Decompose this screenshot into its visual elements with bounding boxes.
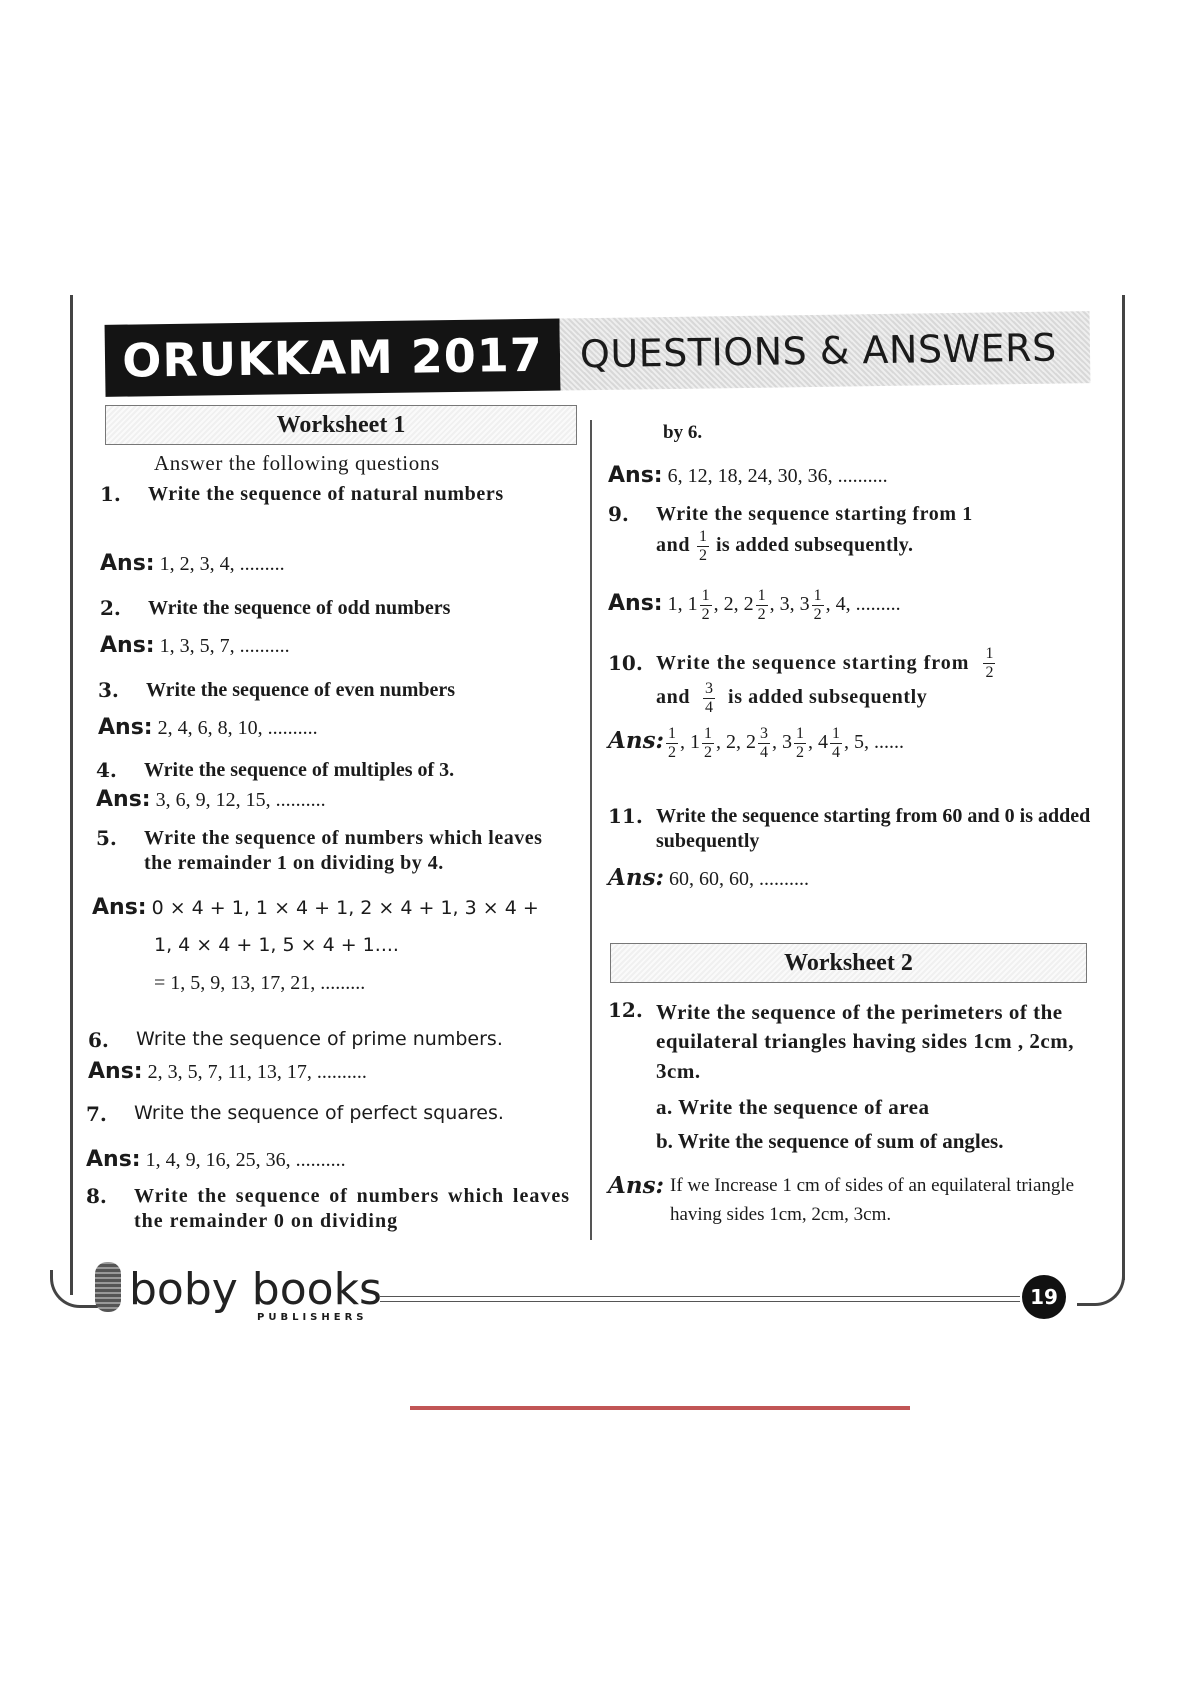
a1-text: 1, 2, 3, 4, ......... bbox=[159, 553, 285, 575]
answer-3: Ans: 2, 4, 6, 8, 10, .......... bbox=[98, 715, 318, 740]
answer-8: Ans: 6, 12, 18, 24, 30, 36, .......... bbox=[608, 463, 888, 488]
question-9: 9. Write the sequence starting from 1 and $\frac{1}{2}$ is added subsequently. bbox=[608, 502, 973, 564]
frame-corner-right bbox=[1077, 1255, 1125, 1306]
question-10: 10. Write the sequence starting from $\frac{1}{2}$ and $\frac{3}{4}$ is added subsequently bbox=[608, 645, 994, 716]
instruction: Answer the following questions bbox=[154, 451, 440, 475]
worksheet1-banner bbox=[105, 405, 577, 445]
worksheet2-banner bbox=[610, 943, 1087, 983]
page-number: 19 bbox=[1022, 1275, 1066, 1319]
answer-2: Ans: 1, 3, 5, 7, .......... bbox=[100, 633, 290, 658]
q12-part-a: a. Write the sequence of area bbox=[656, 1095, 930, 1120]
answer-7: Ans: 1, 4, 9, 16, 25, 36, .......... bbox=[86, 1147, 346, 1172]
answer-11: Ans: 60, 60, 60, .......... bbox=[608, 864, 810, 891]
answer-10: Ans: $\frac{1}{2}$ , 1 $\frac{1}{2}$ , 2, 2 $\frac{3}{4}$ , 3 $\frac{1}{2}$ , 4 $\frac{1}{4}$ , 5, ...... bbox=[608, 725, 905, 761]
publisher-logo bbox=[95, 1262, 382, 1323]
logo-icon bbox=[95, 1262, 121, 1312]
logo-text: boby books bbox=[129, 1264, 382, 1315]
column-divider bbox=[590, 420, 592, 1240]
header-title-left: ORUKKAM 2017 bbox=[105, 319, 561, 397]
frame-border-left bbox=[70, 295, 73, 1295]
question-12: 12. Write the sequence of the perimeters of the equilateral triangles having sides 1cm , 2cm, 3cm. a. Write the sequence of area b. Write the sequence of sum of angles. bbox=[608, 998, 1098, 1155]
question-1 bbox=[100, 482, 580, 507]
question-4: 4. Write the sequence of multiples of 3. bbox=[96, 758, 455, 782]
frame-border-right bbox=[1122, 295, 1125, 1280]
question-7: 7. Write the sequence of perfect squares. bbox=[86, 1102, 504, 1126]
header-title-right: QUESTIONS & ANSWERS bbox=[560, 311, 1091, 390]
answer-1: Ans: 1, 2, 3, 4, ......... bbox=[100, 551, 285, 576]
answer-9: Ans: 1, 1 $\frac{1}{2}$ , 2, 2 $\frac{1}{2}$ , 3, 3 $\frac{1}{2}$ , 4, ......... bbox=[608, 587, 901, 623]
question-6: 6. Write the sequence of prime numbers. bbox=[88, 1028, 503, 1052]
question-5: 5. Write the sequence of numbers which leaves the remainder 1 on dividing by 4. bbox=[96, 826, 543, 874]
q12-part-b: b. Write the sequence of sum of angles. bbox=[656, 1129, 1004, 1154]
question-8: 8. Write the sequence of numbers which leaves the remainder 0 on dividing bbox=[86, 1184, 570, 1232]
question-11: 11. Write the sequence starting from 60 and 0 is added subequently bbox=[608, 804, 1091, 852]
answer-6: Ans: 2, 3, 5, 7, 11, 13, 17, .......... bbox=[88, 1059, 367, 1084]
answer-12: Ans: If we Increase 1 cm of sides of an equilateral triangle having sides 1cm, 2cm, 3cm. bbox=[608, 1172, 1075, 1225]
question-2: 2. Write the sequence of odd numbers bbox=[100, 596, 451, 620]
page-edge-line bbox=[410, 1406, 910, 1410]
q1-number: 1. bbox=[100, 482, 121, 506]
page-header bbox=[105, 311, 1091, 397]
worksheet2-title: Worksheet 2 bbox=[784, 949, 913, 976]
answer-5: Ans: 0 × 4 + 1, 1 × 4 + 1, 2 × 4 + 1, 3 × 4 + 1, 4 × 4 + 1, 5 × 4 + 1.... = 1, 5, 9, 13, 17, 21, ......... bbox=[92, 895, 539, 995]
q1-text: Write the sequence of natural numbers bbox=[148, 483, 504, 505]
worksheet1-title: Worksheet 1 bbox=[276, 411, 406, 438]
q2-text: Write the sequence of odd numbers bbox=[148, 597, 451, 619]
question-8-continued: by 6. bbox=[663, 422, 703, 443]
question-3: 3. Write the sequence of even numbers bbox=[98, 678, 456, 702]
logo-subtitle: PUBLISHERS bbox=[257, 1312, 368, 1323]
fraction: $\frac{1}{2}$ bbox=[699, 528, 708, 564]
footer-rule bbox=[380, 1296, 1020, 1302]
answer-4: Ans: 3, 6, 9, 12, 15, .......... bbox=[96, 787, 326, 812]
frame-corner-left bbox=[50, 1270, 98, 1308]
